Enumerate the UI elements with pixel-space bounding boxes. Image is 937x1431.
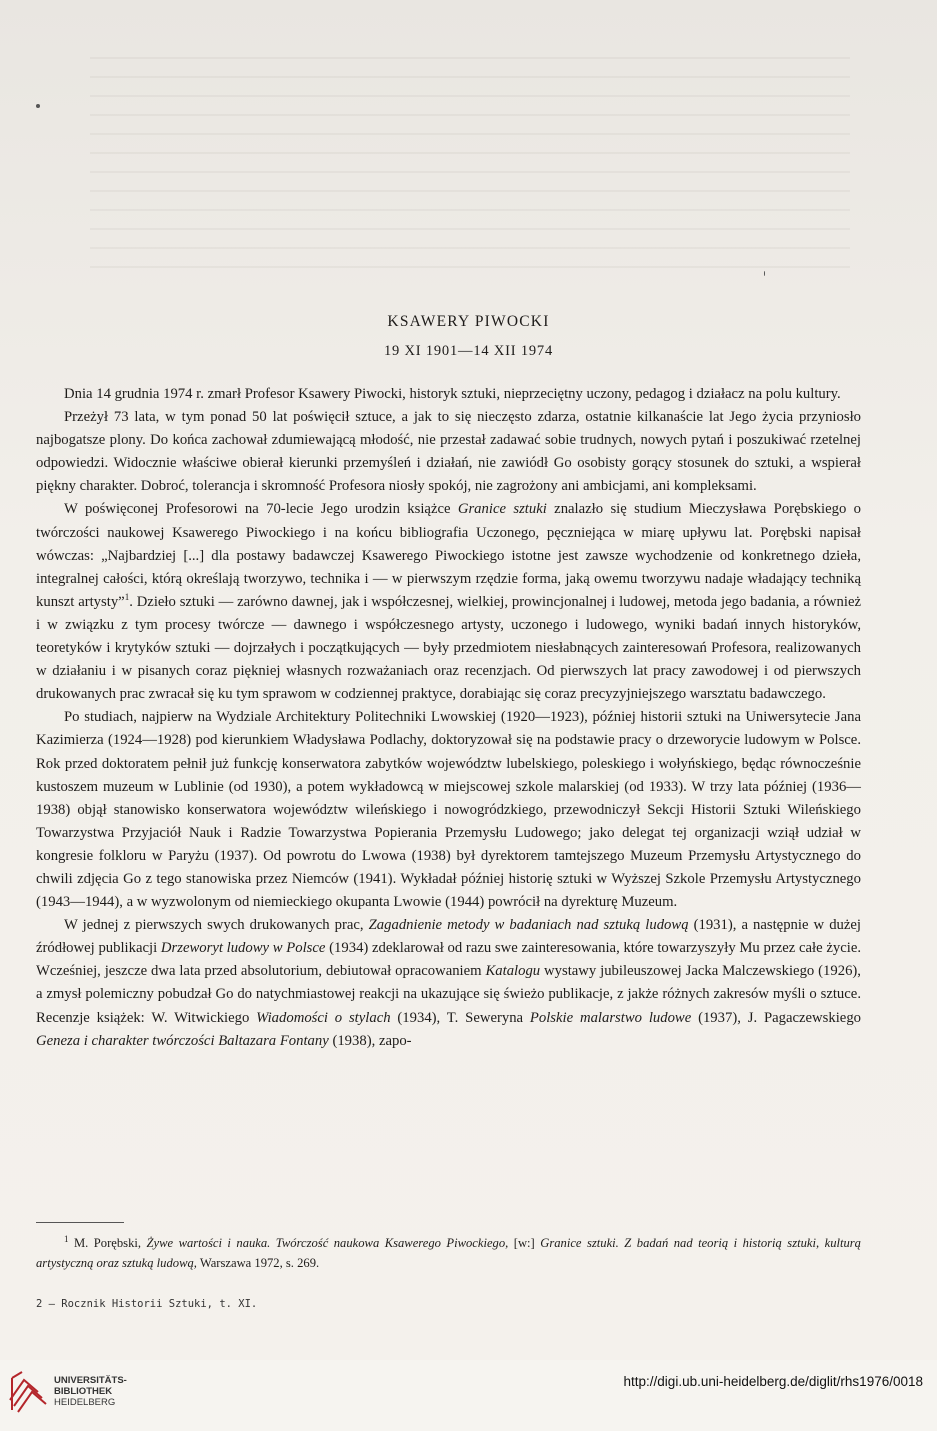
paragraph	[36, 406, 861, 498]
italic-title: Wiadomości o stylach	[256, 1009, 391, 1026]
life-dates: 19 XI 1901—14 XII 1974	[383, 343, 554, 359]
bleed-through-text	[90, 40, 850, 270]
footnote-ref: 1	[64, 1233, 69, 1244]
text-run: Przeżył 73 lata, w tym ponad 50 lat poświęcił sztuce, a jak to się nieczęsto zdarza, ostatnie kilkanaście lat Jego życia przyniosło najbogatsze plony. Do końca zachował zdumiewającą młodość, nie przestał zadawać sobie trudnych, nowych pytań i poszukiwać rzetelnej odpowiedzi. Widocznie właściwe obierał kierunki przemyśleń i działań, nie zawiódł Go osobisty gorący stosunek do sztuki, a wspierał piękny charakter. Dobroć, tolerancja i skromność Profesora niosły spokój, nie zagrożony ani ambicjami, ani kompleksami.	[36, 409, 861, 495]
italic-title: Katalogu	[485, 963, 541, 980]
footnote-divider	[36, 1222, 124, 1223]
text-run: (1934), T. Seweryna	[390, 1009, 530, 1026]
page-url-link[interactable]: http://digi.ub.uni-heidelberg.de/diglit/rhs1976/0018	[623, 1374, 923, 1389]
paragraph	[36, 706, 861, 914]
text-run: Po studiach, najpierw na Wydziale Architektury Politechniki Lwowskiej (1920—1923), później historii sztuki na Uniwersytecie Jana Kazimierza (1924—1928) pod kierunkiem Władysława Podlachy, doktoryzował się na podstawie pracy o drzeworycie ludowym w Polsce. Rok przed doktoratem pełnił już funkcję konserwatora zabytków województw lubelskiego, poleskiego i wołyńskiego, będąc równocześnie kustoszem muzeum w Lublinie (od 1930), a potem wykładowcą w miejscowej szkole malarskiej (od 1933). W trzy lata później (1936—1938) objął stanowisko konserwatora województw wileńskiego i nowogródzkiego, przewodniczył Sekcji Historii Sztuki Wileńskiego Towarzystwa Przyjaciół Nauk i Radzie Towarzystwa Popierania Przemysłu Ludowego; jako delegat tej organizacji wziął udział w kongresie folkloru w Paryżu (1937). Od powrotu do Lwowa (1938) był dyrektorem tamtejszego Muzeum Przemysłu Artystycznego do chwili zdjęcia Go z tego stanowiska przez Niemców (1941). Wykładał później historię sztuki w Wyższej Szkole Przemysłu Artystycznego (1943—1944), a w wyzwolonym od niemieckiego okupanta Lwowie (1944) powrócił na dyrekturę Muzeum.	[36, 709, 861, 911]
library-name-line3: HEIDELBERG	[54, 1397, 116, 1408]
text-run: (1938), zapo-	[328, 1032, 412, 1049]
article-body	[36, 383, 861, 1053]
dust-speck	[36, 104, 40, 108]
text-run: wystawy jubileuszowej Jacka Malczewskiego (1926), a zmysł polemiczny pobudzał Go do natychmiastowej reakcji na ukazujące się świeżo publikacje, z jakże różnych zakresów myśli o sztuce. Recenzje książek: W. Witwickiego	[36, 963, 861, 1026]
italic-title: Drzeworyt ludowy w Polsce	[160, 940, 326, 957]
page-title: KSAWERY PIWOCKI	[387, 313, 550, 330]
text-run: W jednej z pierwszych swych drukowanych prac,	[64, 917, 369, 934]
text-run: M. Porębski,	[68, 1236, 147, 1250]
text-run: Dnia 14 grudnia 1974 r. zmarł Profesor Ksawery Piwocki, historyk sztuki, nieprzeciętny uczony, pedagog i działacz na polu kultury.	[64, 386, 841, 402]
library-name-line1: UNIVERSITÄTS-	[54, 1375, 127, 1386]
text-run: Warszawa 1972, s. 269.	[196, 1256, 320, 1270]
italic-title: Granice sztuki	[457, 501, 547, 518]
italic-title: Zagadnienie metody w badaniach nad sztuką ludową	[368, 917, 689, 934]
text-run: (1937), J. Pagaczewskiego	[691, 1009, 862, 1026]
text-run: znalazło się studium Mieczysława Porębskiego o twórczości naukowej Ksawerego Piwockiego i na końcu bibliografia Uczonego, pęczniejąca w miarę upływu lat. Porębski napisał wówczas: „Najbardziej [...] dla postawy badawczej Ksawerego Piwockiego istotne jest zawsze wychodzenie od konkretnego dzieła, integralnej całości, którą określają tworzywo, technika i — w pierwszym rzędzie forma, jaką owemu tworzywu nadaje władający techniką kunszt artysty”	[36, 501, 861, 610]
text-run: (1934) zdeklarował od razu swe zainteresowania, które towarzyszyły Mu przez całe życie. Wcześniej, jeszcze dwa lata przed absolutorium, debiutował opracowaniem	[36, 940, 862, 980]
paragraph	[36, 914, 861, 1053]
italic-title: Granice sztuki. Z badań nad teorią i historią sztuki, kulturą artystyczną oraz sztuką ludową,	[36, 1236, 861, 1270]
text-run: (1931), a następnie w dużej źródłowej publikacji	[36, 917, 861, 957]
text-run: . Dzieło sztuki — zarówno dawnej, jak i współczesnej, wielkiej, prowincjonalnej i ludowej, metoda jego badania, a również i w związku z tym procesy twórcze — dawnego i współczesnego artysty, uczonego i ludowego, wyniki badań innych historyków, teoretyków i krytyków sztuki — dojrzałych i początkujących — były przedmiotem niesłabnących zainteresowań Profesora, realizowanych w działaniu i w pisanych coraz piękniej własnych rozważaniach oraz recenzjach. Od pierwszych lat pracy zawodowej i od pierwszych drukowanych prac zwracał się ku tym sprawom w codziennej praktyce, dorabiając się coraz precyzyjniejszego warsztatu badawczego.	[36, 593, 861, 703]
footnote-ref: 1	[124, 591, 130, 602]
library-logo-icon[interactable]	[8, 1370, 48, 1414]
paragraph	[36, 383, 861, 406]
text-run: W poświęconej Profesorowi na 70-lecie Jego urodzin książce	[64, 501, 458, 518]
text-run: [w:]	[508, 1236, 541, 1250]
viewer-footer	[0, 1360, 937, 1431]
italic-title: Żywe wartości i nauka. Twórczość naukowa Ksawerego Piwockiego,	[146, 1236, 509, 1250]
italic-title: Polskie malarstwo ludowe	[529, 1009, 692, 1026]
paragraph	[36, 498, 861, 706]
dust-speck	[764, 271, 765, 276]
library-name-line2: BIBLIOTHEK	[54, 1386, 113, 1397]
italic-title: Geneza i charakter twórczości Baltazara Fontany	[36, 1032, 329, 1049]
footnote-text	[36, 1233, 861, 1273]
printer-signature: 2 — Rocznik Historii Sztuki, t. XI.	[36, 1298, 258, 1310]
library-name	[54, 1375, 127, 1408]
footnote	[36, 1233, 861, 1273]
